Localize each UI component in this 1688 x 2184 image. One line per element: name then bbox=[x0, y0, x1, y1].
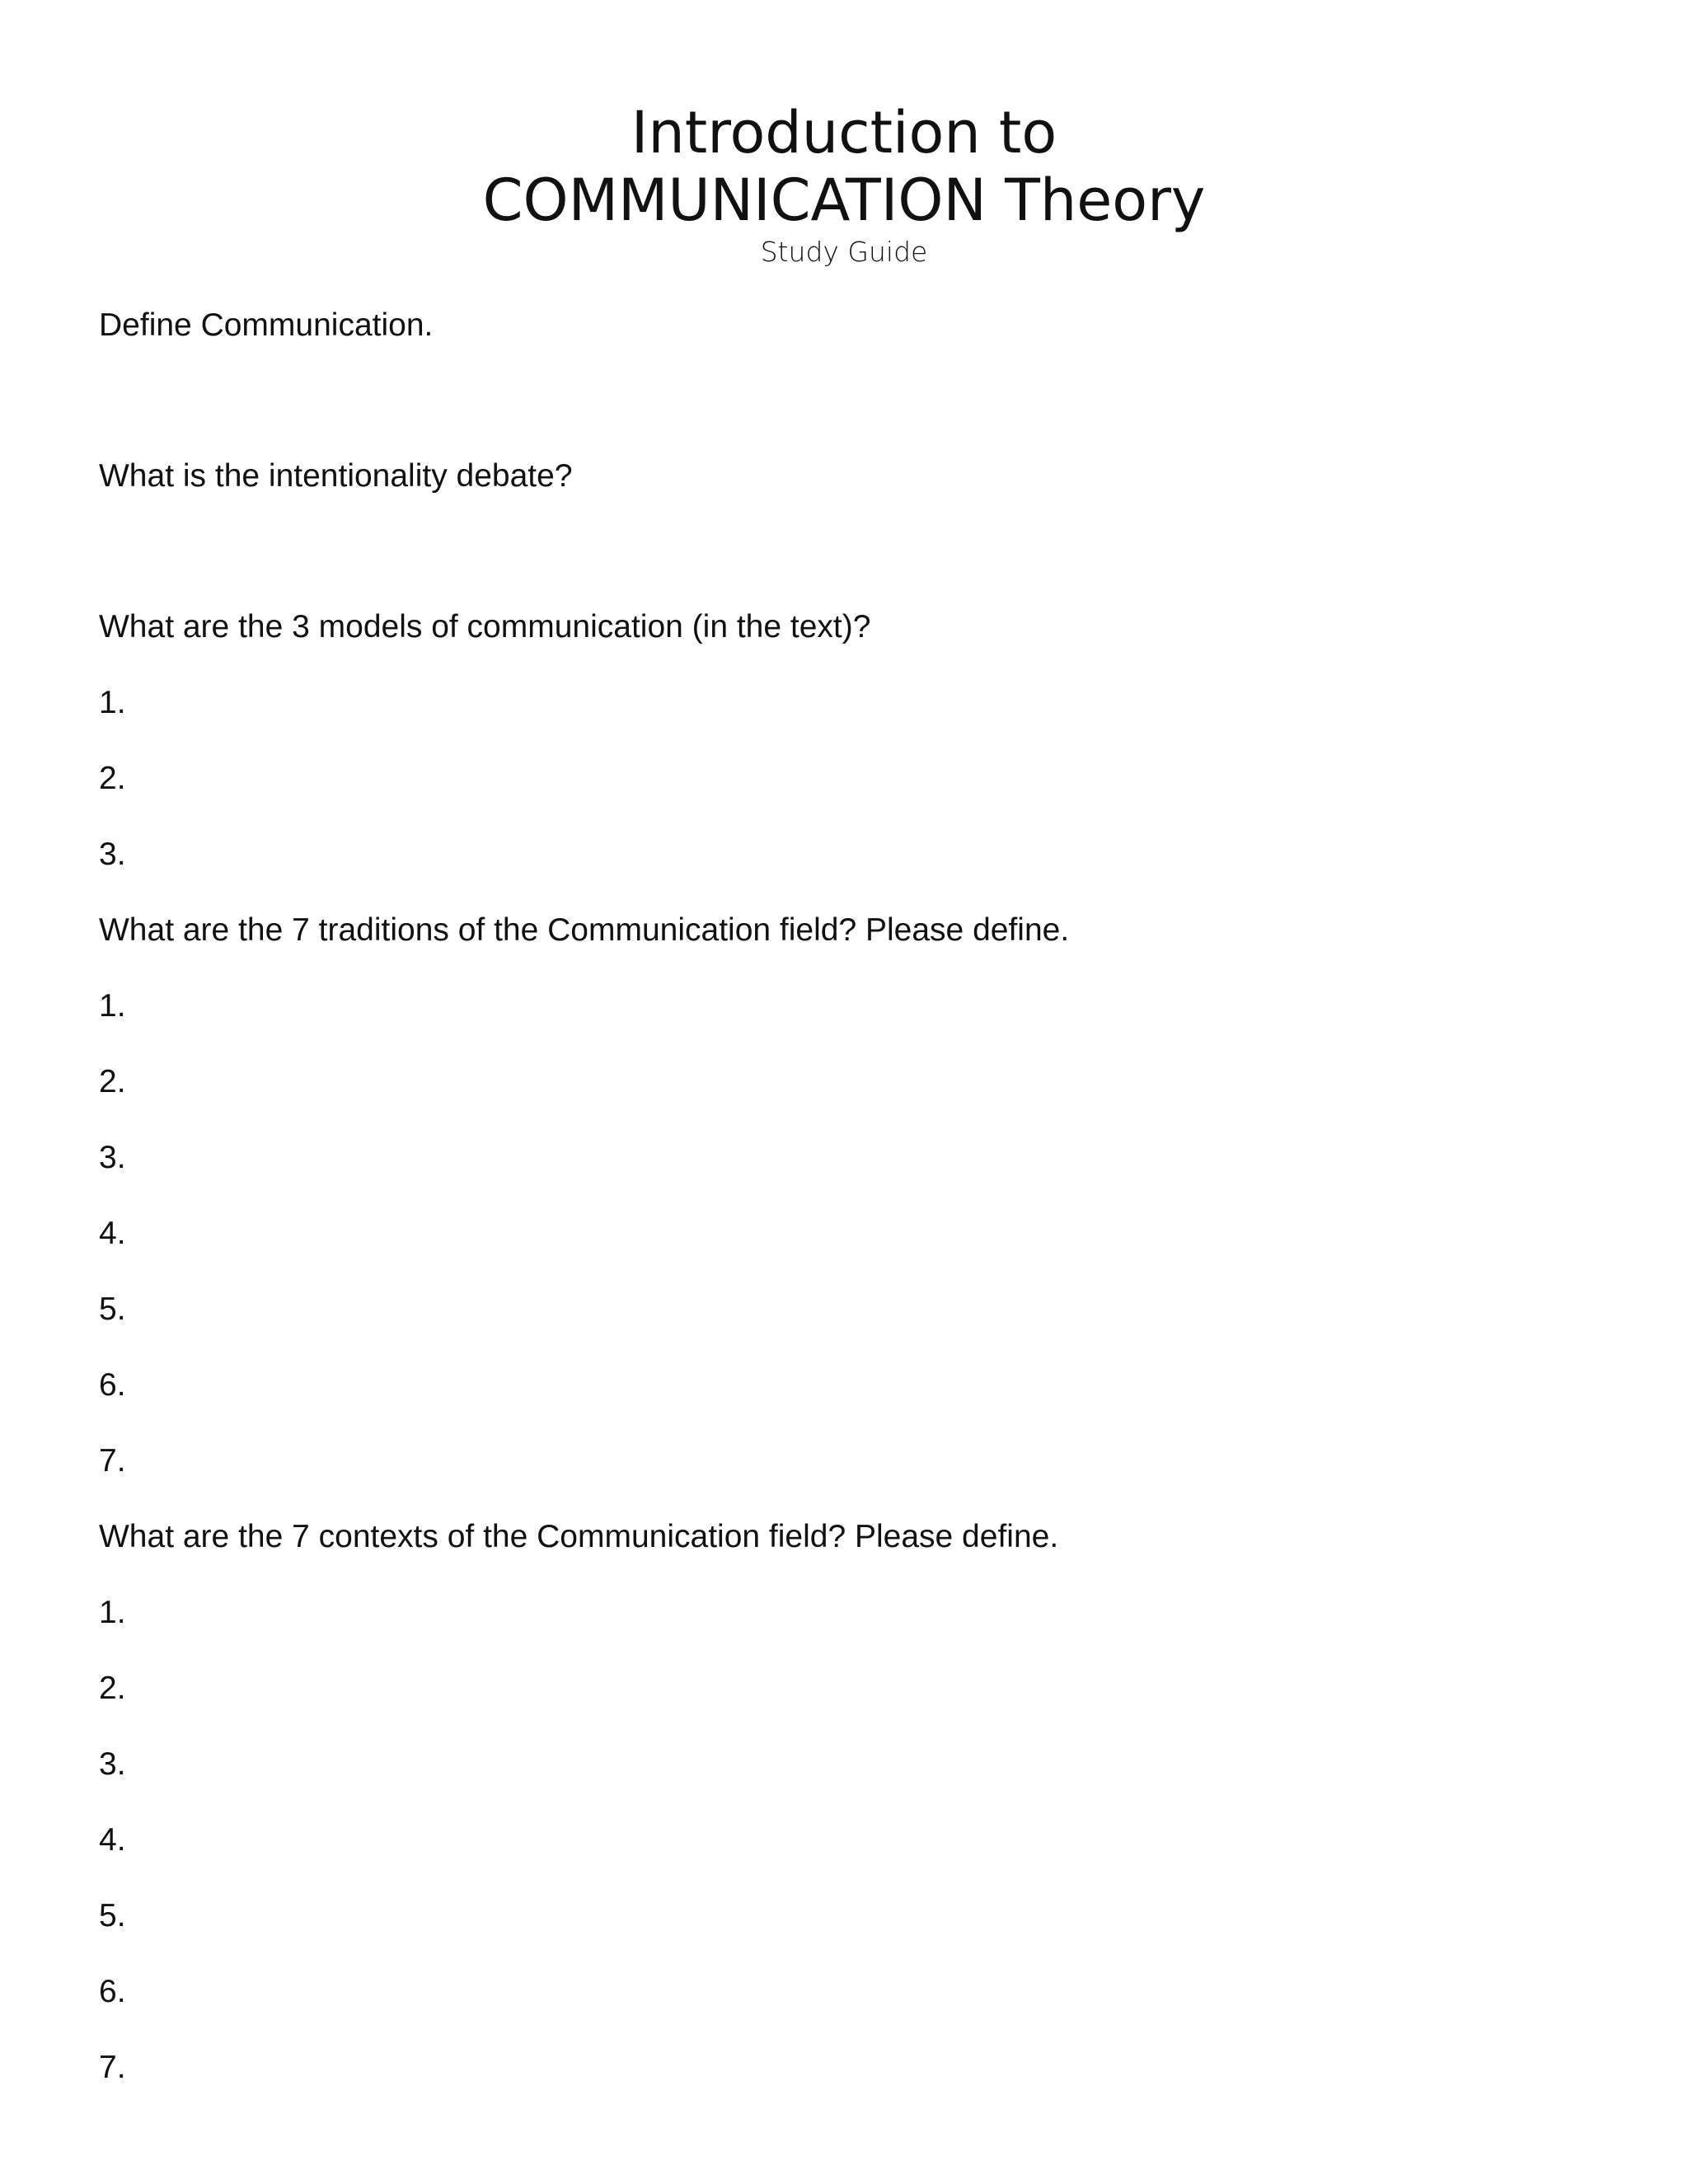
models-item-1: 1. bbox=[99, 685, 126, 720]
question-contexts: What are the 7 contexts of the Communication field? Please define. bbox=[99, 1519, 1059, 1554]
traditions-item-2: 2. bbox=[99, 1064, 126, 1099]
models-item-2: 2. bbox=[99, 761, 126, 796]
models-item-3: 3. bbox=[99, 837, 126, 872]
subtitle: Study Guide bbox=[760, 236, 928, 268]
traditions-item-5: 5. bbox=[99, 1291, 126, 1327]
question-intentionality: What is the intentionality debate? bbox=[99, 458, 573, 494]
contexts-item-6: 6. bbox=[99, 1974, 126, 2009]
question-models: What are the 3 models of communication (in the text)? bbox=[99, 609, 871, 644]
contexts-item-3: 3. bbox=[99, 1746, 126, 1782]
contexts-item-4: 4. bbox=[99, 1822, 126, 1858]
traditions-item-1: 1. bbox=[99, 988, 126, 1024]
traditions-item-7: 7. bbox=[99, 1443, 126, 1479]
contexts-item-5: 5. bbox=[99, 1898, 126, 1933]
document-header bbox=[0, 99, 1688, 269]
contexts-item-7: 7. bbox=[99, 2050, 126, 2085]
contexts-item-2: 2. bbox=[99, 1671, 126, 1706]
traditions-item-3: 3. bbox=[99, 1140, 126, 1175]
question-define: Define Communication. bbox=[99, 307, 434, 343]
title-line-2: COMMUNICATION Theory bbox=[482, 166, 1206, 234]
title-line-1: Introduction to bbox=[631, 99, 1057, 166]
question-traditions: What are the 7 traditions of the Communication field? Please define. bbox=[99, 912, 1070, 948]
contexts-item-1: 1. bbox=[99, 1595, 126, 1630]
traditions-item-6: 6. bbox=[99, 1367, 126, 1403]
traditions-item-4: 4. bbox=[99, 1216, 126, 1251]
